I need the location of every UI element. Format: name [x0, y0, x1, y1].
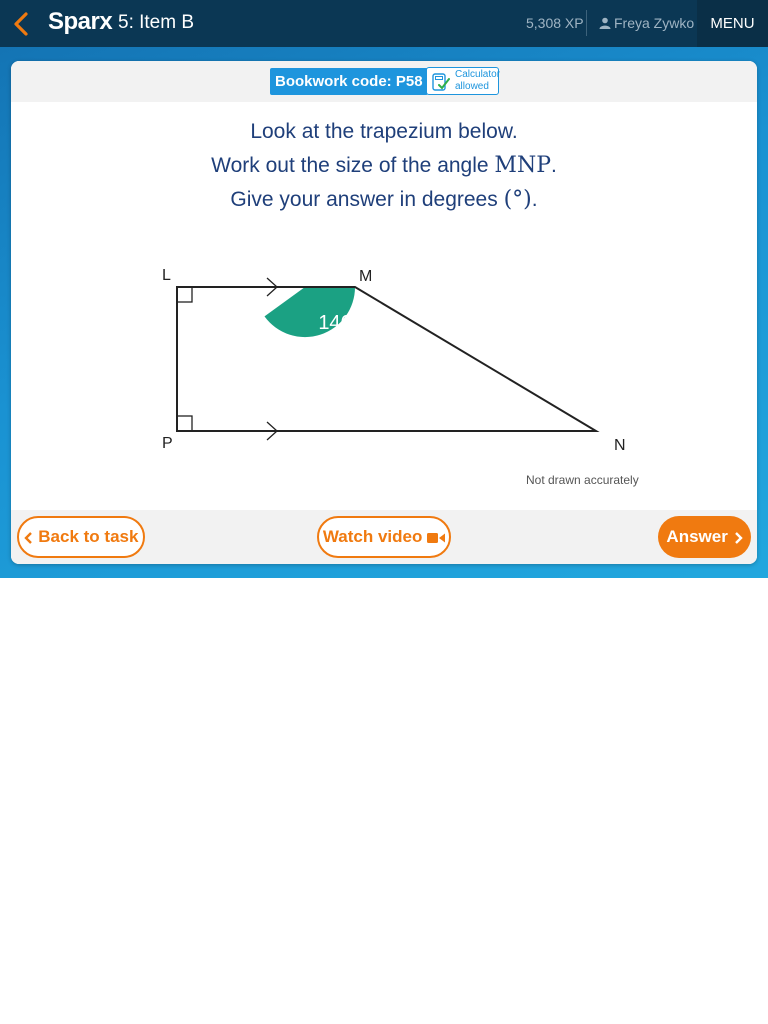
answer-button[interactable]	[658, 516, 751, 558]
question-line-2-end: .	[551, 154, 557, 177]
calculator-label	[455, 69, 500, 93]
bookwork-code: Bookwork code: P58	[270, 68, 428, 95]
calculator-allowed-badge	[426, 67, 499, 95]
trapezium-diagram	[151, 256, 651, 491]
calculator-label-line2: allowed	[455, 81, 489, 92]
video-camera-icon	[427, 532, 445, 544]
angle-name: MNP	[494, 153, 552, 178]
question-line-1: Look at the trapezium below.	[250, 120, 518, 143]
chevron-left-icon	[24, 531, 34, 545]
question-line-2-text: Work out the size of the angle	[211, 154, 495, 177]
angle-label: 146°	[318, 312, 360, 334]
card-header	[11, 61, 757, 102]
back-to-task-button[interactable]	[17, 516, 145, 558]
question-line-3-text: Give your answer in degrees	[230, 188, 504, 211]
vertex-label-m: M	[359, 268, 373, 285]
calculator-icon	[432, 73, 450, 91]
right-angle-marker-p	[177, 416, 192, 431]
vertex-label-p: P	[162, 435, 173, 452]
question-text	[11, 118, 757, 220]
calculator-label-line1: Calculator	[455, 69, 501, 80]
menu-button[interactable]: MENU	[697, 0, 768, 47]
card-footer	[11, 510, 757, 564]
question-line-3-end: .	[531, 188, 538, 211]
user-icon	[599, 17, 611, 29]
top-bar	[0, 0, 768, 47]
header-divider	[586, 10, 587, 36]
answer-label: Answer	[666, 527, 728, 546]
vertex-label-l: L	[162, 267, 171, 284]
xp-count: 5,308 XP	[526, 15, 584, 31]
right-angle-marker-l	[177, 287, 192, 302]
back-to-task-label: Back to task	[38, 527, 139, 546]
question-card	[11, 61, 757, 564]
chevron-right-icon	[733, 531, 743, 545]
item-title: 5: Item B	[118, 12, 195, 33]
degree-symbol: (°)	[503, 187, 532, 212]
watch-video-button[interactable]	[317, 516, 451, 558]
question-line-3	[11, 186, 757, 220]
not-drawn-accurately-note: Not drawn accurately	[526, 473, 639, 487]
vertex-label-n: N	[614, 437, 626, 454]
back-chevron-icon[interactable]	[10, 11, 34, 37]
trapezium-shape	[177, 287, 596, 431]
question-line-2	[11, 152, 757, 186]
user-name: Freya Zywko	[614, 15, 695, 31]
user-profile[interactable]	[599, 15, 694, 31]
watch-video-label: Watch video	[322, 527, 423, 546]
sparx-logo[interactable]: Sparx	[48, 8, 113, 35]
